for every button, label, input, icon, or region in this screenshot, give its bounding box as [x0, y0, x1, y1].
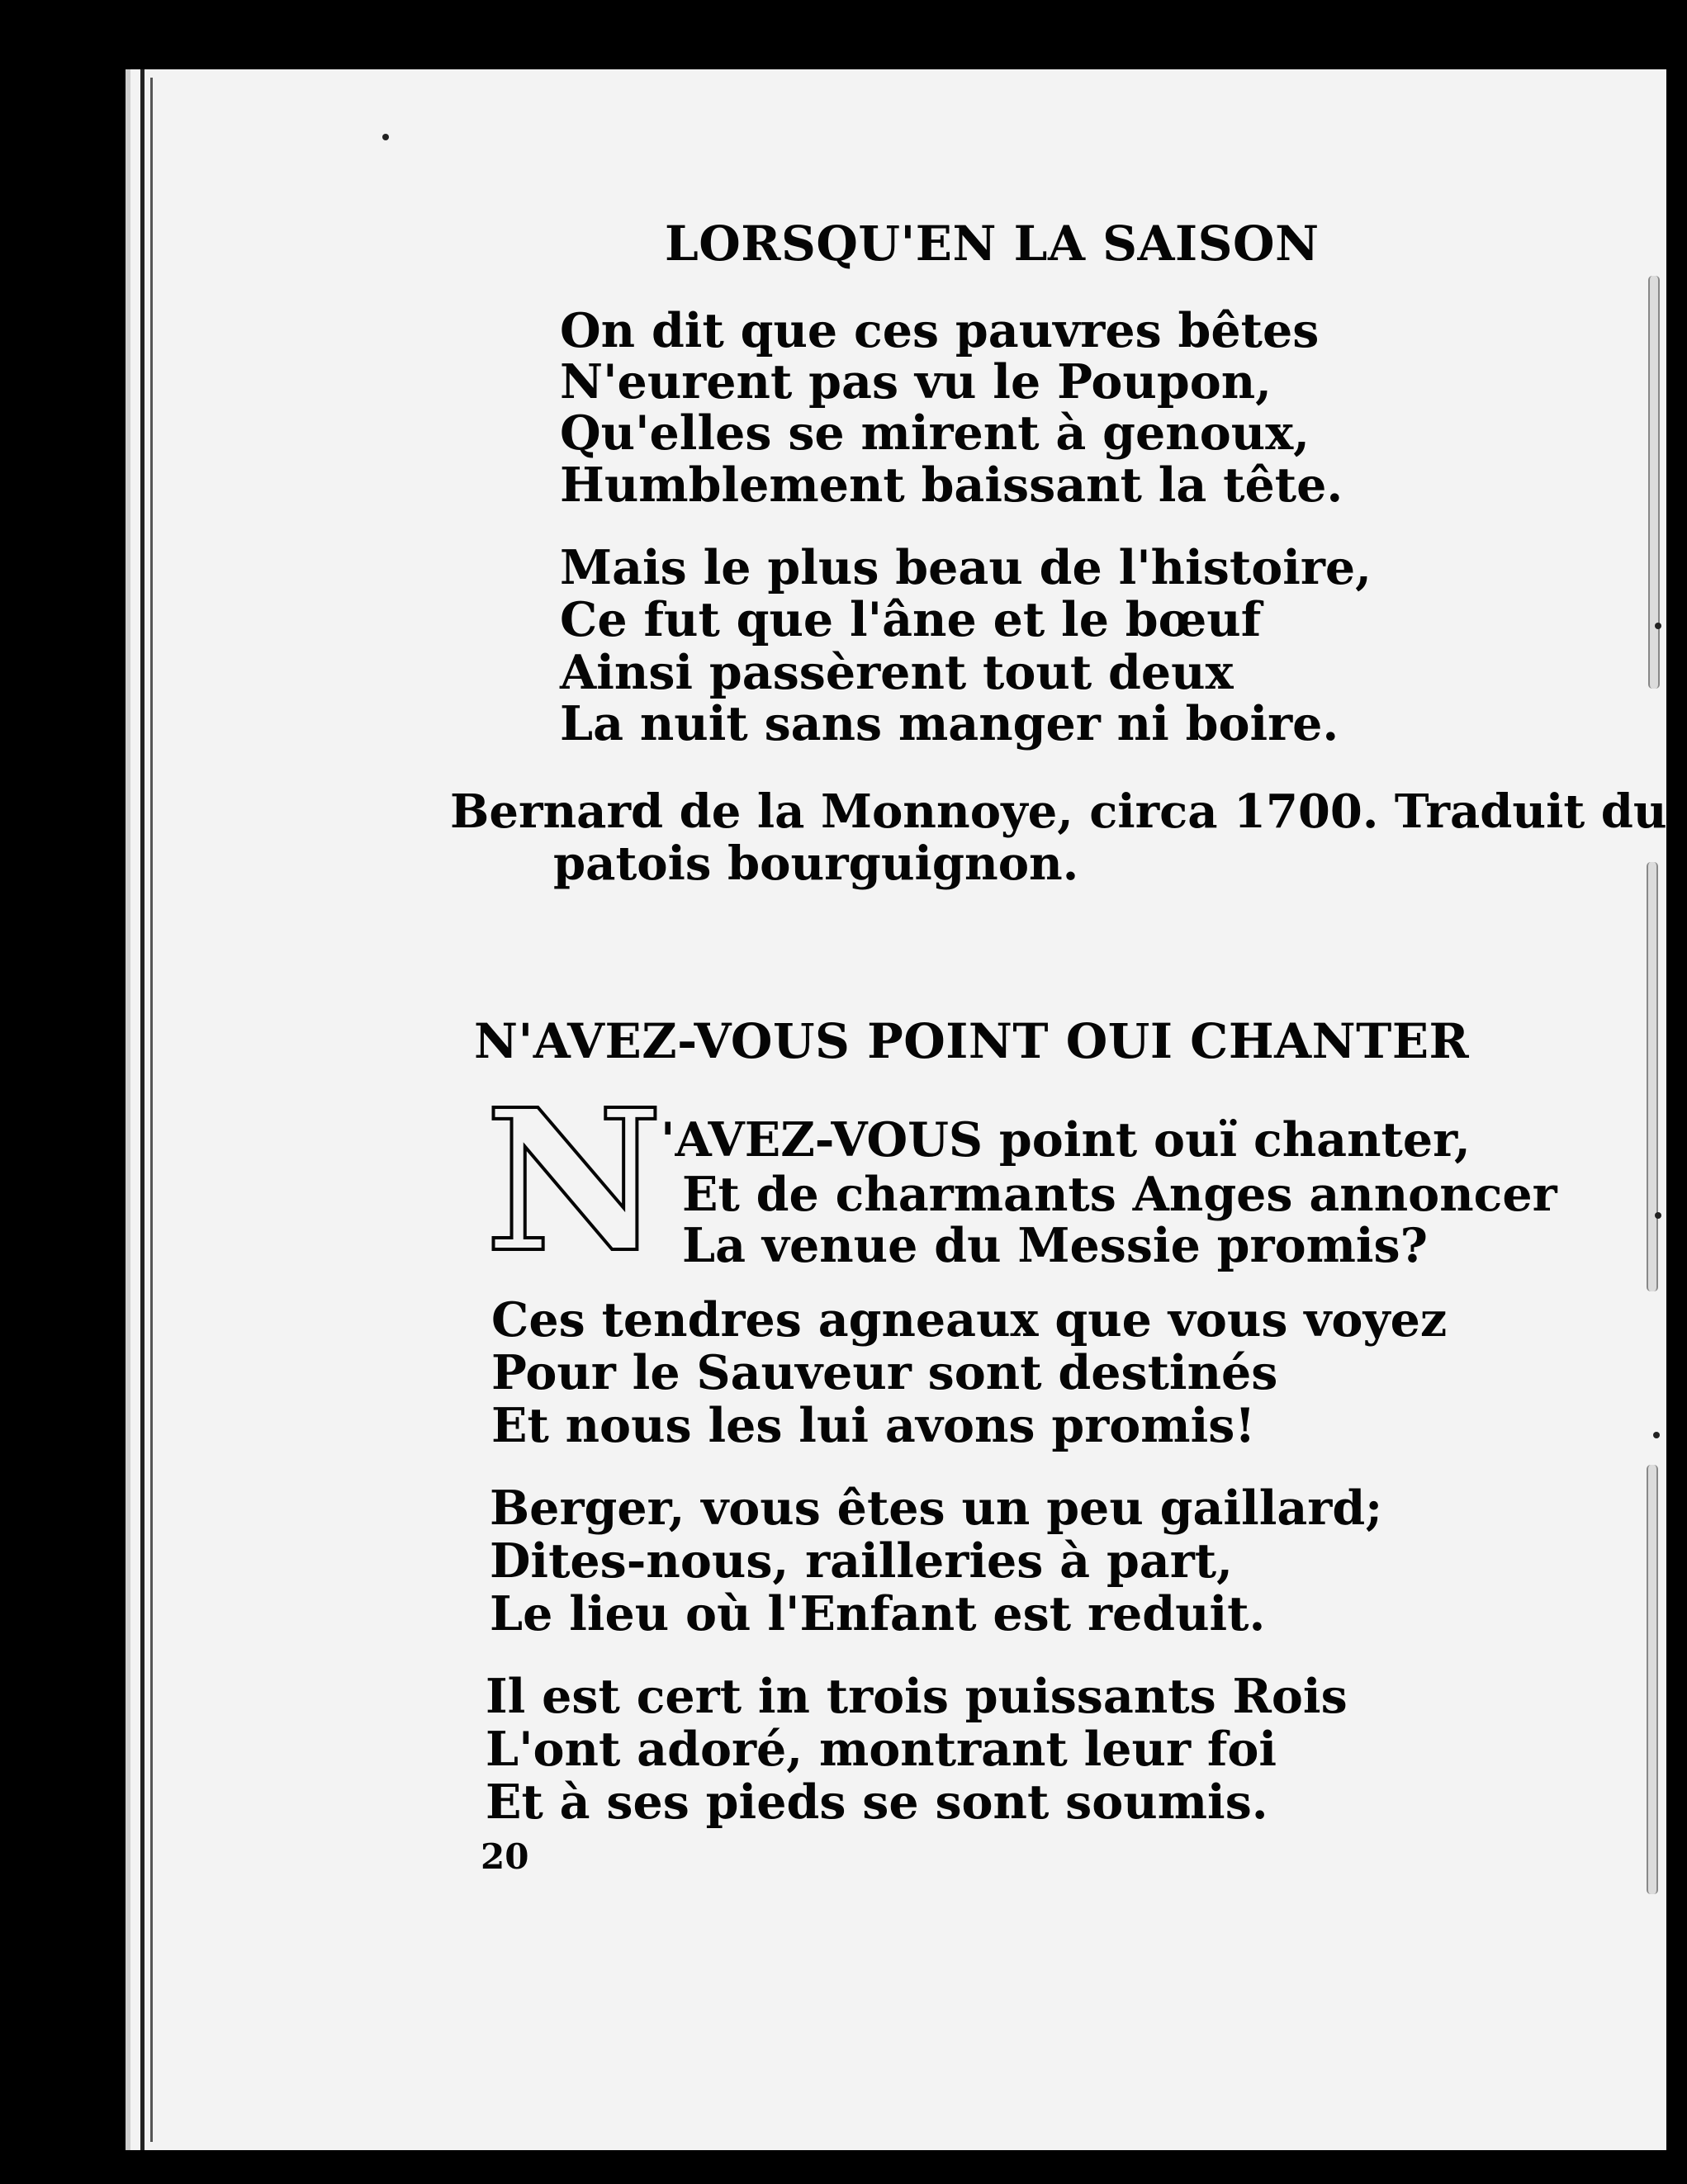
verse-line: Et à ses pieds se sont soumis. — [486, 1774, 1268, 1830]
verse-line: La nuit sans manger ni boire. — [560, 696, 1339, 751]
drop-cap: N — [485, 1066, 663, 1296]
verse-line: Berger, vous êtes un peu gaillard; — [490, 1480, 1383, 1536]
verse-line: L'ont adoré, montrant leur foi — [486, 1722, 1277, 1777]
edge-dot — [1655, 1212, 1661, 1219]
verse-line: Et de charmants Anges annoncer — [682, 1167, 1557, 1222]
binding-rule — [150, 78, 153, 2142]
attribution: patois bourguignon. — [553, 836, 1079, 891]
section-title: N'AVEZ-VOUS POINT OUI CHANTER — [474, 1013, 1470, 1069]
section-title: LORSQU'EN LA SAISON — [665, 216, 1320, 272]
edge-dot — [1653, 1432, 1660, 1438]
verse-line: Le lieu où l'Enfant est reduit. — [490, 1586, 1266, 1642]
verse-line: On dit que ces pauvres bêtes — [560, 303, 1320, 358]
verse-line: 'AVEZ-VOUS point ouï chanter, — [661, 1112, 1471, 1168]
edge-dot — [1655, 623, 1661, 629]
verse-line: Et nous les lui avons promis! — [491, 1398, 1256, 1453]
edge-mark — [1647, 862, 1658, 1291]
verse-line: Dites-nous, railleries à part, — [490, 1533, 1233, 1589]
verse-line: Ces tendres agneaux que vous voyez — [491, 1292, 1448, 1348]
page-number: 20 — [481, 1836, 529, 1877]
verse-line: Ce fut que l'âne et le bœuf — [560, 592, 1262, 647]
verse-line: Ainsi passèrent tout deux — [560, 645, 1234, 700]
attribution: Bernard de la Monnoye, circa 1700. Traduit du — [450, 784, 1667, 839]
page-speck — [382, 134, 389, 140]
edge-mark — [1647, 1465, 1658, 1894]
verse-line: Mais le plus beau de l'histoire, — [560, 540, 1372, 595]
verse-line: Il est cert in trois puissants Rois — [486, 1669, 1348, 1724]
binding-rule — [140, 69, 145, 2150]
verse-line: La venue du Messie promis? — [682, 1218, 1429, 1273]
verse-line: Pour le Sauveur sont destinés — [491, 1345, 1278, 1400]
verse-line: N'eurent pas vu le Poupon, — [560, 354, 1272, 410]
verse-line: Humblement baissant la tête. — [560, 457, 1343, 513]
verse-line: Qu'elles se mirent à genoux, — [560, 405, 1310, 461]
